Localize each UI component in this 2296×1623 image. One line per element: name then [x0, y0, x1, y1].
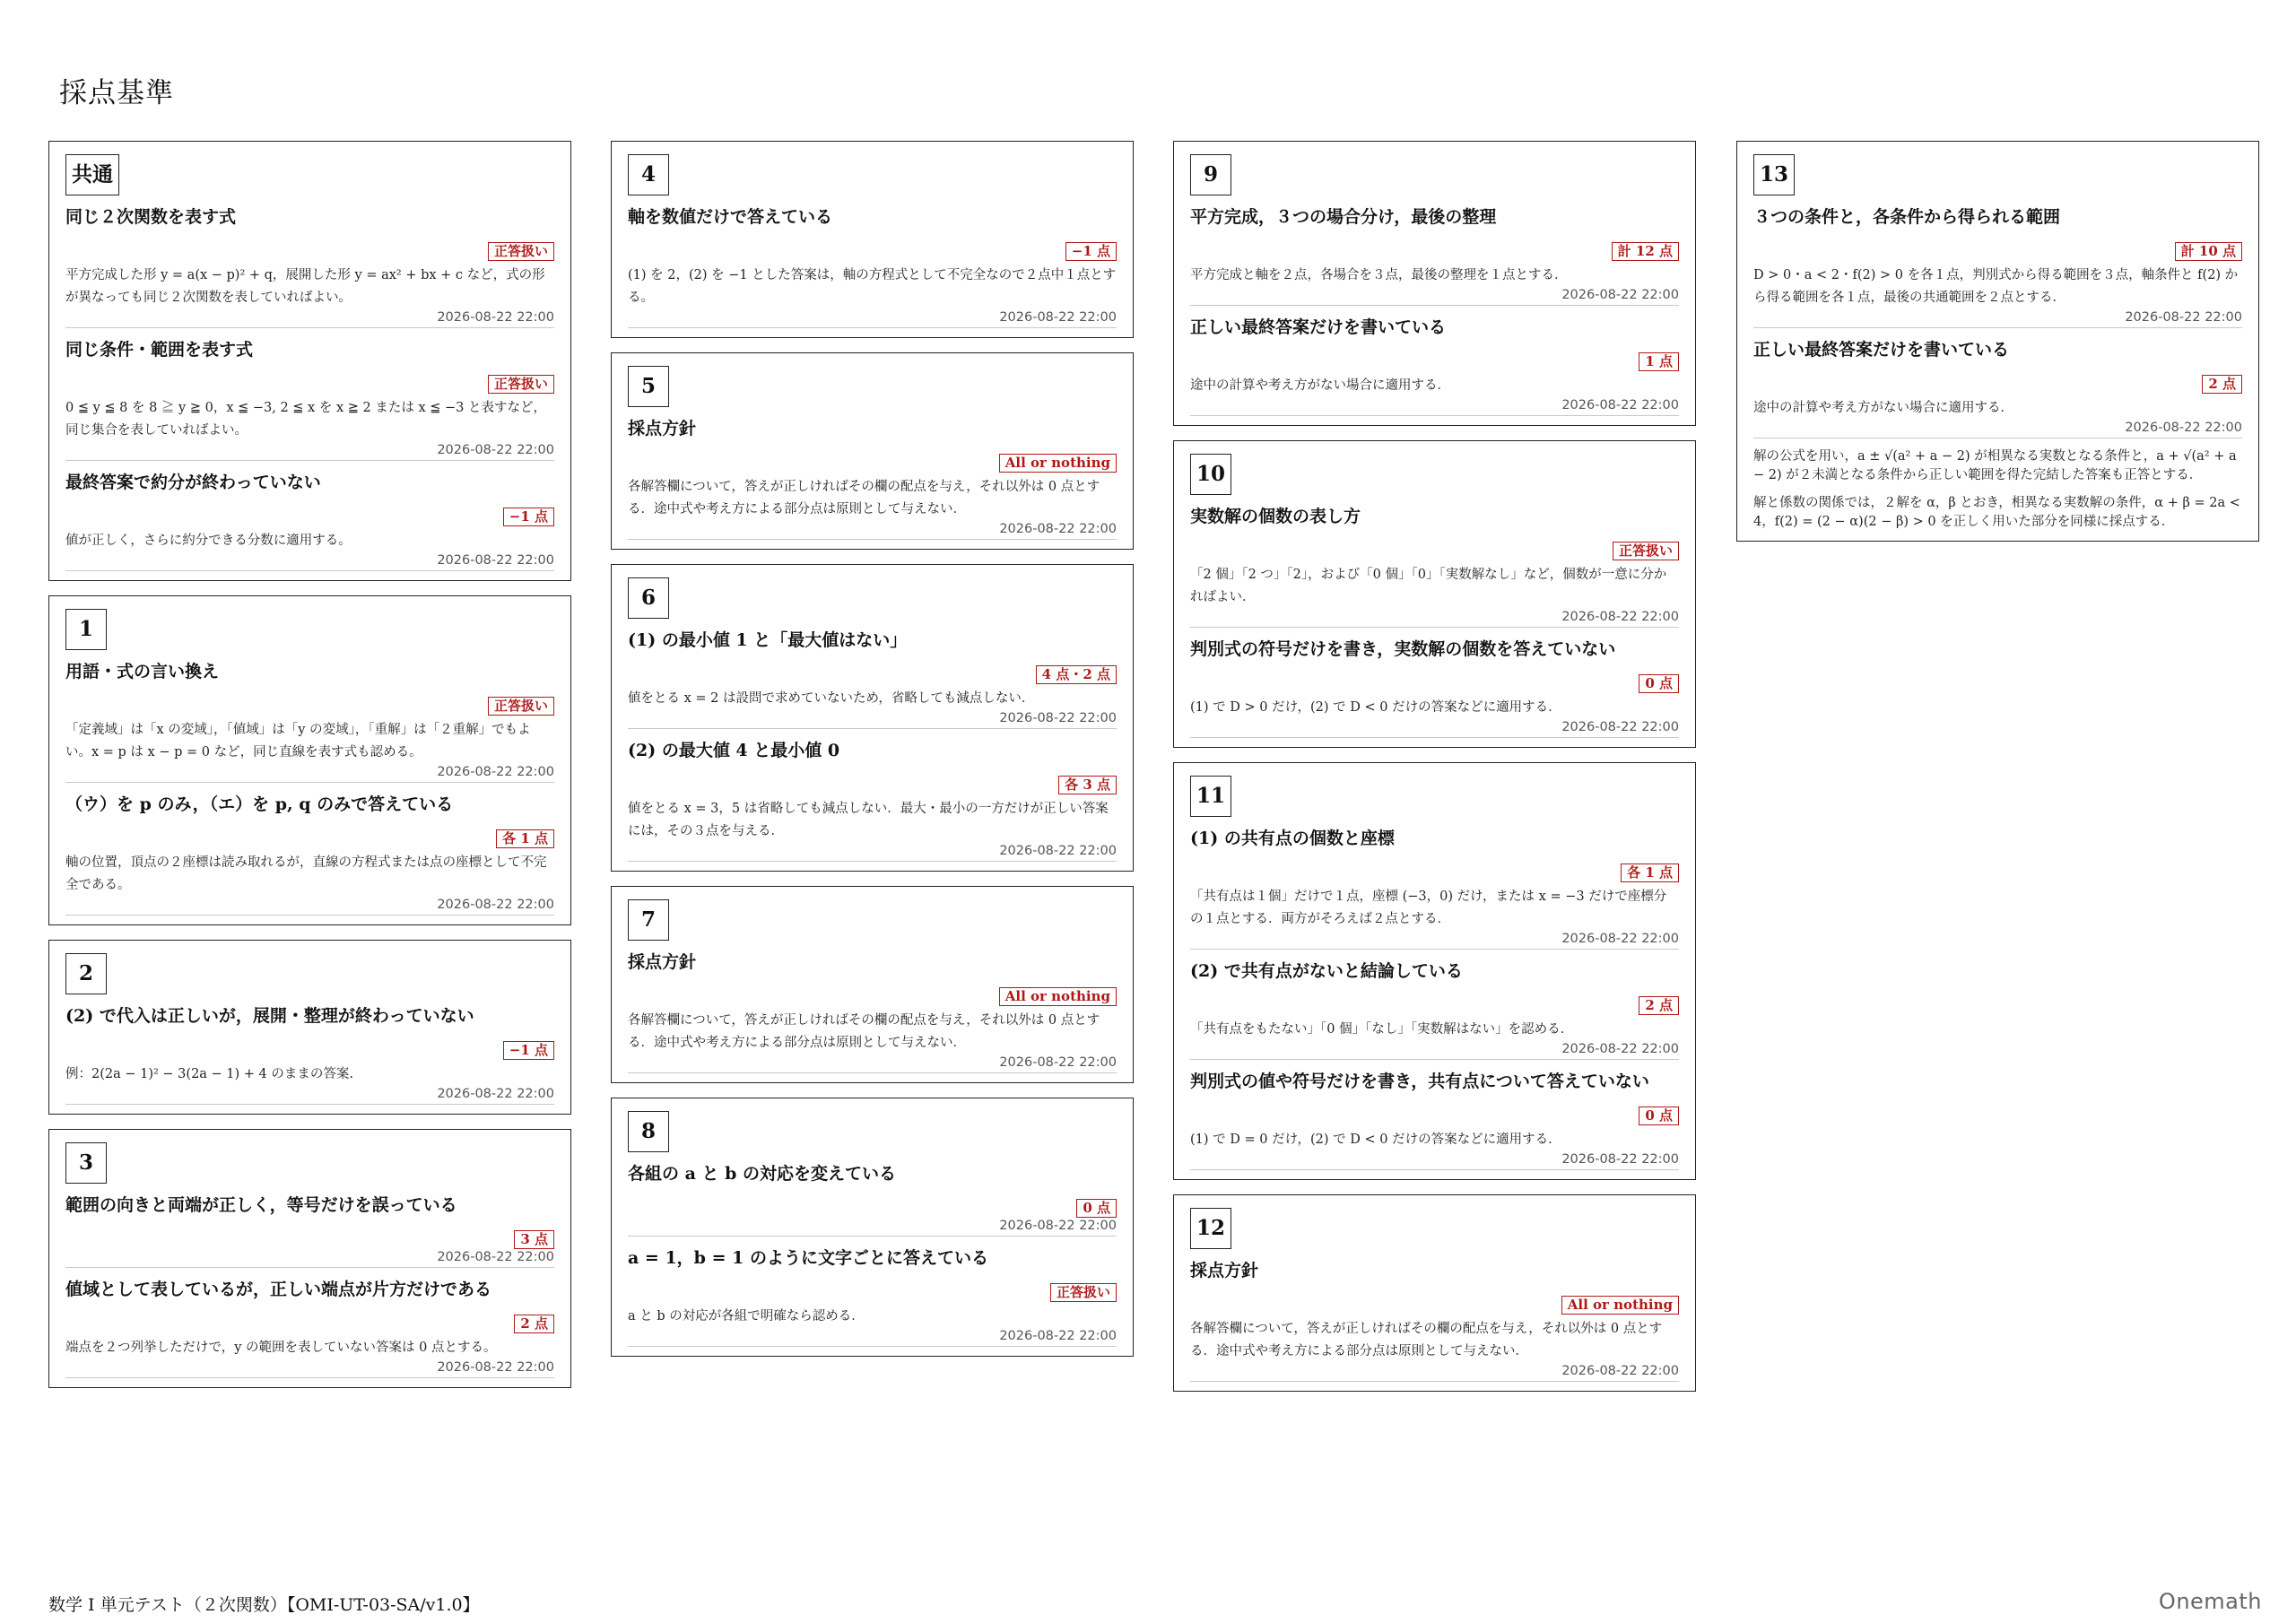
score-badge: 各 1 点 [496, 829, 554, 848]
card-number: 11 [1190, 776, 1231, 817]
rubric-entry [65, 470, 554, 571]
score-badge: −1 点 [1065, 242, 1117, 261]
extra-note: 解の公式を用い，a ± √(a² + a − 2) が相異なる実数となる条件と，a + √(a² + a − 2) が２未満となる条件から正しい範囲を得た完結した答案も正答とする． [1753, 449, 2237, 482]
badge-row [65, 829, 554, 848]
score-badge: All or nothing [999, 987, 1117, 1006]
badge-row [1190, 1296, 1679, 1315]
entry-date: 2026-08-22 22:00 [1561, 1152, 1679, 1167]
extra-note: 解と係数の関係では，２解を α，β とおき，相異なる実数解の条件，α + β = 2a < 4，f(2) = (2 − α)(2 − β) > 0 を正しく用いた部分を同様に採点する． [1753, 496, 2240, 529]
badge-row [65, 375, 554, 394]
rubric-entry [628, 738, 1117, 862]
score-badge: All or nothing [999, 454, 1117, 473]
entry-title: (2) で代入は正しいが，展開・整理が終わっていない [65, 1006, 474, 1026]
rubric-card [1173, 762, 1696, 1180]
entry-title: 判別式の符号だけを書き，実数解の個数を答えていない [1190, 639, 1616, 659]
entry-date: 2026-08-22 22:00 [2125, 310, 2242, 325]
entry-date: 2026-08-22 22:00 [1561, 288, 1679, 302]
badge-row [628, 776, 1117, 794]
entry-description: (1) で D = 0 だけ，(2) で D < 0 だけの答案などに適用する． [1190, 1133, 1561, 1147]
entry-title: 軸を数値だけで答えている [628, 207, 833, 227]
card-number: 10 [1190, 454, 1231, 495]
badge-row [65, 508, 554, 526]
rubric-entry [1190, 959, 1679, 1060]
badge-row [1190, 864, 1679, 882]
badge-row [1190, 1107, 1679, 1125]
rubric-entry [628, 1245, 1117, 1347]
entry-date: 2026-08-22 22:00 [1561, 1042, 1679, 1056]
entry-title: 採点方針 [628, 419, 697, 438]
badge-row [1753, 242, 2242, 261]
card-number: 7 [628, 899, 669, 941]
entry-description: 値をとる x = 3，5 は省略しても減点しない．最大・最小の一方だけが正しい答案には，その３点を与える． [628, 802, 1109, 838]
badge-row [1753, 375, 2242, 394]
entry-description: 平方完成した形 y = a(x − p)² + q，展開した形 y = ax² + bx + c など，式の形が異なっても同じ２次関数を表していればよい。 [65, 268, 545, 305]
rubric-entry [1190, 204, 1679, 306]
score-badge: 0 点 [1639, 674, 1679, 693]
entry-date: 2026-08-22 22:00 [999, 844, 1117, 858]
entry-title: 正しい最終答案だけを書いている [1753, 340, 2010, 360]
badge-row [65, 1315, 554, 1333]
entry-date: 2026-08-22 22:00 [2125, 421, 2242, 435]
card-number: 13 [1753, 154, 1795, 195]
score-badge: −1 点 [503, 508, 554, 526]
rubric-entry [65, 659, 554, 783]
score-badge: 2 点 [514, 1315, 554, 1333]
rubric-entry [65, 204, 554, 328]
rubric-entry [1190, 1069, 1679, 1170]
column [611, 141, 1134, 1371]
score-badge: 正答扱い [488, 375, 554, 394]
entry-description: 各解答欄について，答えが正しければその欄の配点を与え，それ以外は 0 点とする．途中式や考え方による部分点は原則として与えない． [628, 1013, 1100, 1050]
entry-title: 最終答案で約分が終わっていない [65, 473, 321, 492]
rubric-entry [1190, 826, 1679, 950]
rubric-entry [1753, 204, 2242, 328]
entry-title: (2) で共有点がないと結論している [1190, 961, 1463, 981]
score-badge: −1 点 [503, 1041, 554, 1060]
entry-description: 各解答欄について，答えが正しければその欄の配点を与え，それ以外は 0 点とする．途中式や考え方による部分点は原則として与えない． [628, 480, 1100, 516]
entry-description: a と b の対応が各組で明確なら認める． [628, 1309, 865, 1324]
score-badge: 2 点 [2202, 375, 2242, 394]
card-number: 8 [628, 1111, 669, 1152]
badge-row [1190, 674, 1679, 693]
entry-description: 「定義域」は「x の変域」，「値域」は「y の変域」，「重解」は「２重解」でもよい。x = p は x − p = 0 など，同じ直線を表す式も認める。 [65, 723, 531, 759]
score-badge: 正答扱い [1613, 542, 1679, 560]
entry-date: 2026-08-22 22:00 [1561, 398, 1679, 412]
footer-text: 数学 I 単元テスト（２次関数）【OMI-UT-03-SA/v1.0】 [48, 1595, 480, 1615]
column [48, 141, 571, 1402]
rubric-card [1173, 1194, 1696, 1392]
entry-title: 採点方針 [1190, 1261, 1259, 1280]
card-number: 12 [1190, 1208, 1231, 1249]
rubric-entry [65, 1277, 554, 1378]
badge-row [628, 1283, 1117, 1302]
score-badge: 各 3 点 [1058, 776, 1117, 794]
score-badge: All or nothing [1561, 1296, 1679, 1315]
entry-description: 値をとる x = 2 は設問で求めていないため，省略しても減点しない． [628, 691, 1035, 706]
score-badge: 0 点 [1639, 1107, 1679, 1125]
badge-row [65, 1041, 554, 1060]
badge-row [1190, 996, 1679, 1015]
rubric-card [1173, 440, 1696, 748]
entry-date: 2026-08-22 22:00 [1561, 932, 1679, 946]
entry-date: 2026-08-22 22:00 [437, 765, 554, 779]
card-number: 1 [65, 609, 107, 650]
column [1173, 141, 1696, 1406]
rubric-entry [65, 1003, 554, 1105]
entry-title: 実数解の個数の表し方 [1190, 507, 1361, 526]
entry-title: 値域として表しているが，正しい端点が片方だけである [65, 1280, 492, 1299]
entry-date: 2026-08-22 22:00 [437, 898, 554, 912]
page-title: 採点基準 [59, 77, 174, 109]
badge-row [65, 697, 554, 716]
entry-description: 例：2(2a − 1)² − 3(2a − 1) + 4 のままの答案. [65, 1067, 353, 1081]
entry-title: ３つの条件と，各条件から得られる範囲 [1753, 207, 2061, 227]
entry-date: 2026-08-22 22:00 [437, 310, 554, 325]
badge-row [1190, 242, 1679, 261]
rubric-entry [628, 204, 1117, 328]
entry-title: (1) の最小値 1 と「最大値はない」 [628, 630, 908, 650]
rubric-card [611, 352, 1134, 550]
entry-title: 各組の a と b の対応を変えている [628, 1164, 897, 1184]
rubric-entry [628, 628, 1117, 729]
score-badge: 正答扱い [488, 242, 554, 261]
rubric-entry [1190, 1258, 1679, 1382]
entry-description: (1) を 2，(2) を −1 とした答案は，軸の方程式として不完全なので２点中１点とする。 [628, 268, 1117, 305]
entry-date: 2026-08-22 22:00 [999, 310, 1117, 325]
rubric-card [1173, 141, 1696, 426]
entry-title: 判別式の値や符号だけを書き，共有点について答えていない [1190, 1072, 1649, 1091]
score-badge: 計 10 点 [2175, 242, 2242, 261]
entry-date: 2026-08-22 22:00 [437, 553, 554, 568]
entry-title: (2) の最大値 4 と最小値 0 [628, 741, 840, 760]
entry-title: 用語・式の言い換え [65, 662, 220, 681]
entry-title: 正しい最終答案だけを書いている [1190, 317, 1447, 337]
badge-row [628, 987, 1117, 1006]
entry-date: 2026-08-22 22:00 [999, 1219, 1117, 1233]
badge-row [65, 242, 554, 261]
entry-date: 2026-08-22 22:00 [437, 443, 554, 457]
entry-date: 2026-08-22 22:00 [1561, 1364, 1679, 1378]
rubric-entry [65, 792, 554, 916]
card-number: 9 [1190, 154, 1231, 195]
rubric-card [48, 940, 571, 1115]
badge-row [1190, 352, 1679, 371]
column [1736, 141, 2259, 556]
badge-row [1190, 542, 1679, 560]
score-badge: 計 12 点 [1612, 242, 1679, 261]
entry-description: 途中の計算や考え方がない場合に適用する． [1753, 401, 2013, 415]
rubric-entry [628, 950, 1117, 1073]
entry-title: 範囲の向きと両端が正しく，等号だけを誤っている [65, 1195, 457, 1215]
entry-description: 0 ≦ y ≦ 8 を 8 ≧ y ≧ 0，x ≦ −3, 2 ≦ x を x ≧ 2 または x ≦ −3 と表すなど，同じ集合を表していればよい。 [65, 401, 546, 438]
rubric-entry [1190, 637, 1679, 738]
entry-description: 各解答欄について，答えが正しければその欄の配点を与え，それ以外は 0 点とする．途中式や考え方による部分点は原則として与えない． [1190, 1322, 1663, 1358]
entry-date: 2026-08-22 22:00 [1561, 720, 1679, 734]
entry-date: 2026-08-22 22:00 [999, 522, 1117, 536]
entry-date: 2026-08-22 22:00 [999, 711, 1117, 725]
rubric-entry [65, 1193, 554, 1268]
card-number: 4 [628, 154, 669, 195]
rubric-card [611, 141, 1134, 338]
rubric-card [611, 564, 1134, 872]
entry-description: 端点を２つ列挙しただけで，y の範囲を表していない答案は 0 点とする。 [65, 1341, 497, 1355]
entry-date: 2026-08-22 22:00 [437, 1250, 554, 1264]
entry-title: (1) の共有点の個数と座標 [1190, 829, 1395, 848]
rubric-entry [65, 337, 554, 461]
badge-row [628, 454, 1117, 473]
rubric-card [611, 886, 1134, 1083]
score-badge: 各 1 点 [1621, 864, 1679, 882]
rubric-card [48, 595, 571, 925]
entry-description: D > 0・a < 2・f(2) > 0 を各１点，判別式から得る範囲を３点，軸条件と f(2) から得る範囲を各１点，最後の共通範囲を２点とする． [1753, 268, 2239, 305]
entry-title: a = 1，b = 1 のように文字ごとに答えている [628, 1248, 988, 1268]
entry-description: 軸の位置，頂点の２座標は読み取れるが，直線の方程式または点の座標として不完全である。 [65, 855, 547, 892]
entry-date: 2026-08-22 22:00 [437, 1360, 554, 1375]
entry-date: 2026-08-22 22:00 [1561, 610, 1679, 624]
rubric-entry [1190, 504, 1679, 628]
entry-title: 同じ条件・範囲を表す式 [65, 340, 254, 360]
rubric-entry [1753, 337, 2242, 438]
rubric-card [48, 141, 571, 581]
badge-row [628, 665, 1117, 684]
card-number: 6 [628, 577, 669, 619]
score-badge: 正答扱い [1050, 1283, 1117, 1302]
score-badge: 4 点・2 点 [1036, 665, 1117, 684]
rubric-entry [1190, 315, 1679, 416]
entry-date: 2026-08-22 22:00 [437, 1087, 554, 1101]
entry-description: 途中の計算や考え方がない場合に適用する． [1190, 378, 1450, 393]
entry-title: 平方完成，３つの場合分け，最後の整理 [1190, 207, 1497, 227]
score-badge: 0 点 [1076, 1199, 1117, 1218]
score-badge: 1 点 [1639, 352, 1679, 371]
score-badge: 2 点 [1639, 996, 1679, 1015]
entry-description: 「2 個」「2 つ」「2」，および「0 個」「0」「実数解なし」など，個数が一意に分かればよい． [1190, 568, 1667, 604]
entry-title: 採点方針 [628, 952, 697, 972]
entry-description: 「共有点をもたない」「0 個」「なし」「実数解はない」を認める． [1190, 1022, 1574, 1037]
entry-date: 2026-08-22 22:00 [999, 1329, 1117, 1343]
entry-date: 2026-08-22 22:00 [999, 1055, 1117, 1070]
entry-description: 平方完成と軸を２点，各場合を３点，最後の整理を１点とする． [1190, 268, 1568, 282]
score-badge: 3 点 [514, 1230, 554, 1249]
badge-row [628, 242, 1117, 261]
entry-description: (1) で D > 0 だけ，(2) で D < 0 だけの答案などに適用する． [1190, 700, 1561, 715]
rubric-card [611, 1098, 1134, 1357]
rubric-entry [628, 1161, 1117, 1237]
badge-row [628, 1199, 1117, 1218]
entry-title: （ウ）を p のみ，（エ）を p, q のみで答えている [65, 794, 454, 814]
card-number: 3 [65, 1142, 107, 1184]
rubric-entry [628, 416, 1117, 540]
card-number: 共通 [65, 154, 119, 195]
card-number: 2 [65, 953, 107, 994]
entry-title: 同じ２次関数を表す式 [65, 207, 237, 227]
badge-row [65, 1230, 554, 1249]
rubric-card [48, 1129, 571, 1388]
card-number: 5 [628, 366, 669, 407]
onemath-logo: Onemath [2158, 1589, 2262, 1614]
entry-description: 値が正しく，さらに約分できる分数に適用する。 [65, 534, 352, 548]
rubric-card [1736, 141, 2259, 542]
entry-description: 「共有点は１個」だけで１点，座標 (−3，0) だけ，または x = −3 だけで座標分の１点とする．両方がそろえば２点とする． [1190, 890, 1667, 926]
score-badge: 正答扱い [488, 697, 554, 716]
